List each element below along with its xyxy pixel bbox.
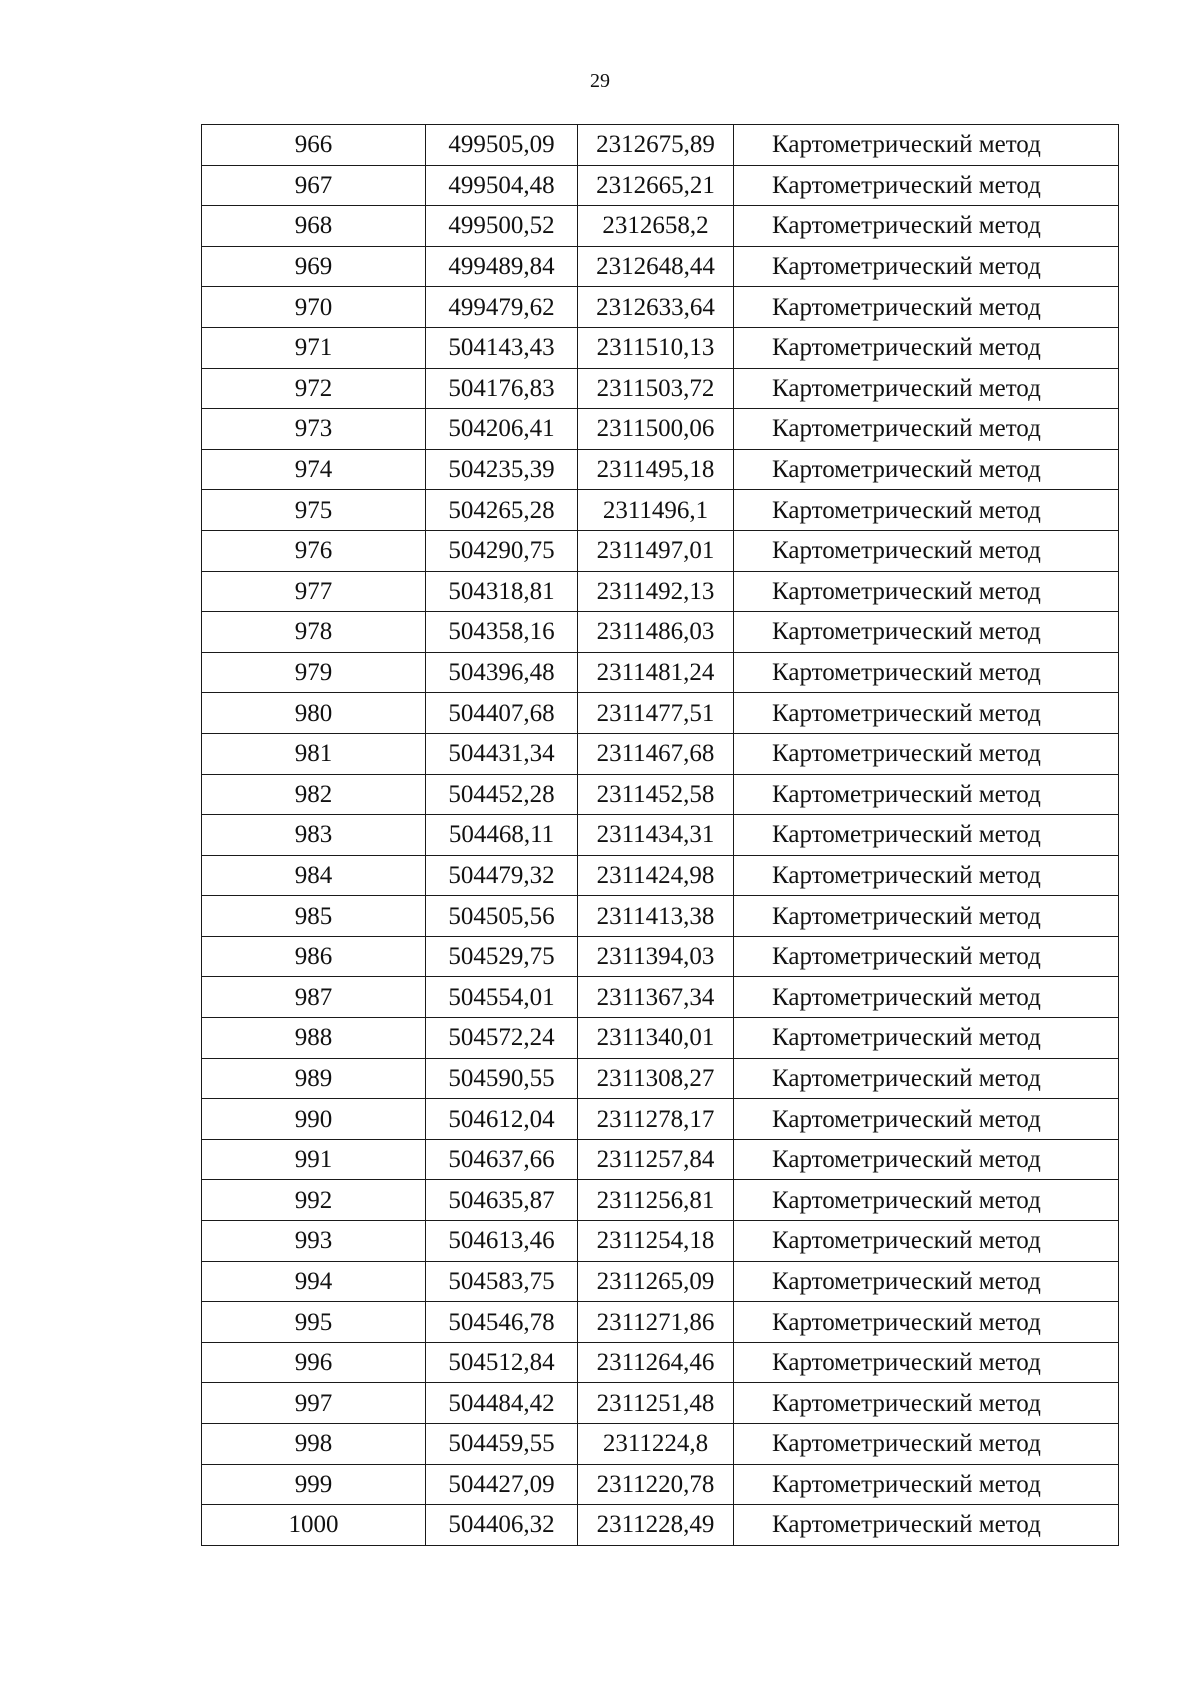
x-coordinate-cell: 504635,87 bbox=[426, 1180, 578, 1221]
point-number-cell: 973 bbox=[202, 409, 426, 450]
x-coordinate-cell: 504484,42 bbox=[426, 1383, 578, 1424]
table-row bbox=[202, 1342, 1119, 1383]
method-cell: Картометрический метод bbox=[734, 652, 1119, 693]
method-cell: Картометрический метод bbox=[734, 1424, 1119, 1465]
method-cell: Картометрический метод bbox=[734, 327, 1119, 368]
table-row bbox=[202, 125, 1119, 166]
table-row bbox=[202, 490, 1119, 531]
x-coordinate-cell: 504590,55 bbox=[426, 1058, 578, 1099]
point-number-cell: 979 bbox=[202, 652, 426, 693]
table-row bbox=[202, 287, 1119, 328]
table-row bbox=[202, 693, 1119, 734]
method-cell: Картометрический метод bbox=[734, 1261, 1119, 1302]
point-number-cell: 987 bbox=[202, 977, 426, 1018]
point-number-cell: 967 bbox=[202, 165, 426, 206]
table-row bbox=[202, 1018, 1119, 1059]
y-coordinate-cell: 2311394,03 bbox=[578, 936, 734, 977]
x-coordinate-cell: 499479,62 bbox=[426, 287, 578, 328]
x-coordinate-cell: 504431,34 bbox=[426, 733, 578, 774]
x-coordinate-cell: 499500,52 bbox=[426, 206, 578, 247]
table-row bbox=[202, 1180, 1119, 1221]
point-number-cell: 990 bbox=[202, 1099, 426, 1140]
x-coordinate-cell: 504546,78 bbox=[426, 1302, 578, 1343]
coordinates-table bbox=[201, 124, 1119, 1546]
y-coordinate-cell: 2311477,51 bbox=[578, 693, 734, 734]
point-number-cell: 986 bbox=[202, 936, 426, 977]
y-coordinate-cell: 2311500,06 bbox=[578, 409, 734, 450]
method-cell: Картометрический метод bbox=[734, 206, 1119, 247]
x-coordinate-cell: 504554,01 bbox=[426, 977, 578, 1018]
method-cell: Картометрический метод bbox=[734, 1018, 1119, 1059]
x-coordinate-cell: 504479,32 bbox=[426, 855, 578, 896]
method-cell: Картометрический метод bbox=[734, 1139, 1119, 1180]
method-cell: Картометрический метод bbox=[734, 733, 1119, 774]
method-cell: Картометрический метод bbox=[734, 530, 1119, 571]
table-row bbox=[202, 368, 1119, 409]
x-coordinate-cell: 504427,09 bbox=[426, 1464, 578, 1505]
point-number-cell: 991 bbox=[202, 1139, 426, 1180]
method-cell: Картометрический метод bbox=[734, 1342, 1119, 1383]
method-cell: Картометрический метод bbox=[734, 855, 1119, 896]
y-coordinate-cell: 2312648,44 bbox=[578, 246, 734, 287]
method-cell: Картометрический метод bbox=[734, 490, 1119, 531]
table-row bbox=[202, 1221, 1119, 1262]
coordinates-table-body bbox=[202, 125, 1119, 1546]
table-row bbox=[202, 652, 1119, 693]
y-coordinate-cell: 2311503,72 bbox=[578, 368, 734, 409]
method-cell: Картометрический метод bbox=[734, 409, 1119, 450]
method-cell: Картометрический метод bbox=[734, 1383, 1119, 1424]
y-coordinate-cell: 2311278,17 bbox=[578, 1099, 734, 1140]
table-row bbox=[202, 246, 1119, 287]
table-row bbox=[202, 1139, 1119, 1180]
x-coordinate-cell: 504459,55 bbox=[426, 1424, 578, 1465]
y-coordinate-cell: 2311495,18 bbox=[578, 449, 734, 490]
point-number-cell: 993 bbox=[202, 1221, 426, 1262]
method-cell: Картометрический метод bbox=[734, 612, 1119, 653]
method-cell: Картометрический метод bbox=[734, 1464, 1119, 1505]
x-coordinate-cell: 504505,56 bbox=[426, 896, 578, 937]
point-number-cell: 981 bbox=[202, 733, 426, 774]
y-coordinate-cell: 2311434,31 bbox=[578, 815, 734, 856]
x-coordinate-cell: 499504,48 bbox=[426, 165, 578, 206]
point-number-cell: 968 bbox=[202, 206, 426, 247]
point-number-cell: 976 bbox=[202, 530, 426, 571]
x-coordinate-cell: 504512,84 bbox=[426, 1342, 578, 1383]
y-coordinate-cell: 2312665,21 bbox=[578, 165, 734, 206]
y-coordinate-cell: 2311256,81 bbox=[578, 1180, 734, 1221]
point-number-cell: 983 bbox=[202, 815, 426, 856]
x-coordinate-cell: 504572,24 bbox=[426, 1018, 578, 1059]
method-cell: Картометрический метод bbox=[734, 1221, 1119, 1262]
method-cell: Картометрический метод bbox=[734, 368, 1119, 409]
y-coordinate-cell: 2311254,18 bbox=[578, 1221, 734, 1262]
method-cell: Картометрический метод bbox=[734, 977, 1119, 1018]
point-number-cell: 980 bbox=[202, 693, 426, 734]
y-coordinate-cell: 2311224,8 bbox=[578, 1424, 734, 1465]
x-coordinate-cell: 504176,83 bbox=[426, 368, 578, 409]
point-number-cell: 972 bbox=[202, 368, 426, 409]
point-number-cell: 970 bbox=[202, 287, 426, 328]
x-coordinate-cell: 504452,28 bbox=[426, 774, 578, 815]
method-cell: Картометрический метод bbox=[734, 815, 1119, 856]
table-row bbox=[202, 733, 1119, 774]
table-row bbox=[202, 449, 1119, 490]
table-row bbox=[202, 815, 1119, 856]
table-row bbox=[202, 571, 1119, 612]
table-row bbox=[202, 855, 1119, 896]
x-coordinate-cell: 504318,81 bbox=[426, 571, 578, 612]
point-number-cell: 992 bbox=[202, 1180, 426, 1221]
y-coordinate-cell: 2311251,48 bbox=[578, 1383, 734, 1424]
method-cell: Картометрический метод bbox=[734, 1180, 1119, 1221]
point-number-cell: 988 bbox=[202, 1018, 426, 1059]
y-coordinate-cell: 2311265,09 bbox=[578, 1261, 734, 1302]
y-coordinate-cell: 2311264,46 bbox=[578, 1342, 734, 1383]
x-coordinate-cell: 504290,75 bbox=[426, 530, 578, 571]
table-row bbox=[202, 896, 1119, 937]
x-coordinate-cell: 504613,46 bbox=[426, 1221, 578, 1262]
table-row bbox=[202, 165, 1119, 206]
method-cell: Картометрический метод bbox=[734, 1302, 1119, 1343]
table-row bbox=[202, 1464, 1119, 1505]
y-coordinate-cell: 2311452,58 bbox=[578, 774, 734, 815]
y-coordinate-cell: 2311424,98 bbox=[578, 855, 734, 896]
x-coordinate-cell: 504265,28 bbox=[426, 490, 578, 531]
y-coordinate-cell: 2311340,01 bbox=[578, 1018, 734, 1059]
method-cell: Картометрический метод bbox=[734, 125, 1119, 166]
table-row bbox=[202, 612, 1119, 653]
table-row bbox=[202, 1261, 1119, 1302]
table-row bbox=[202, 206, 1119, 247]
table-row bbox=[202, 327, 1119, 368]
point-number-cell: 982 bbox=[202, 774, 426, 815]
y-coordinate-cell: 2311486,03 bbox=[578, 612, 734, 653]
method-cell: Картометрический метод bbox=[734, 774, 1119, 815]
table-row bbox=[202, 774, 1119, 815]
y-coordinate-cell: 2311257,84 bbox=[578, 1139, 734, 1180]
y-coordinate-cell: 2312675,89 bbox=[578, 125, 734, 166]
point-number-cell: 999 bbox=[202, 1464, 426, 1505]
point-number-cell: 969 bbox=[202, 246, 426, 287]
point-number-cell: 995 bbox=[202, 1302, 426, 1343]
x-coordinate-cell: 499505,09 bbox=[426, 125, 578, 166]
method-cell: Картометрический метод bbox=[734, 246, 1119, 287]
x-coordinate-cell: 504529,75 bbox=[426, 936, 578, 977]
y-coordinate-cell: 2311467,68 bbox=[578, 733, 734, 774]
point-number-cell: 978 bbox=[202, 612, 426, 653]
y-coordinate-cell: 2311481,24 bbox=[578, 652, 734, 693]
point-number-cell: 977 bbox=[202, 571, 426, 612]
point-number-cell: 989 bbox=[202, 1058, 426, 1099]
table-row bbox=[202, 530, 1119, 571]
x-coordinate-cell: 504612,04 bbox=[426, 1099, 578, 1140]
x-coordinate-cell: 504583,75 bbox=[426, 1261, 578, 1302]
y-coordinate-cell: 2311510,13 bbox=[578, 327, 734, 368]
table-row bbox=[202, 1505, 1119, 1546]
x-coordinate-cell: 504235,39 bbox=[426, 449, 578, 490]
method-cell: Картометрический метод bbox=[734, 1099, 1119, 1140]
y-coordinate-cell: 2311413,38 bbox=[578, 896, 734, 937]
table-row bbox=[202, 409, 1119, 450]
table-row bbox=[202, 1383, 1119, 1424]
method-cell: Картометрический метод bbox=[734, 449, 1119, 490]
y-coordinate-cell: 2311228,49 bbox=[578, 1505, 734, 1546]
table-row bbox=[202, 977, 1119, 1018]
table-row bbox=[202, 936, 1119, 977]
point-number-cell: 971 bbox=[202, 327, 426, 368]
x-coordinate-cell: 504206,41 bbox=[426, 409, 578, 450]
point-number-cell: 966 bbox=[202, 125, 426, 166]
table-row bbox=[202, 1302, 1119, 1343]
method-cell: Картометрический метод bbox=[734, 1058, 1119, 1099]
x-coordinate-cell: 504406,32 bbox=[426, 1505, 578, 1546]
point-number-cell: 975 bbox=[202, 490, 426, 531]
y-coordinate-cell: 2311492,13 bbox=[578, 571, 734, 612]
point-number-cell: 984 bbox=[202, 855, 426, 896]
point-number-cell: 974 bbox=[202, 449, 426, 490]
table-row bbox=[202, 1058, 1119, 1099]
point-number-cell: 996 bbox=[202, 1342, 426, 1383]
x-coordinate-cell: 504637,66 bbox=[426, 1139, 578, 1180]
x-coordinate-cell: 504396,48 bbox=[426, 652, 578, 693]
method-cell: Картометрический метод bbox=[734, 936, 1119, 977]
point-number-cell: 997 bbox=[202, 1383, 426, 1424]
y-coordinate-cell: 2311308,27 bbox=[578, 1058, 734, 1099]
point-number-cell: 1000 bbox=[202, 1505, 426, 1546]
point-number-cell: 994 bbox=[202, 1261, 426, 1302]
x-coordinate-cell: 504358,16 bbox=[426, 612, 578, 653]
method-cell: Картометрический метод bbox=[734, 165, 1119, 206]
table-row bbox=[202, 1424, 1119, 1465]
point-number-cell: 985 bbox=[202, 896, 426, 937]
y-coordinate-cell: 2311497,01 bbox=[578, 530, 734, 571]
x-coordinate-cell: 499489,84 bbox=[426, 246, 578, 287]
method-cell: Картометрический метод bbox=[734, 287, 1119, 328]
y-coordinate-cell: 2311271,86 bbox=[578, 1302, 734, 1343]
y-coordinate-cell: 2311496,1 bbox=[578, 490, 734, 531]
method-cell: Картометрический метод bbox=[734, 693, 1119, 734]
table-row bbox=[202, 1099, 1119, 1140]
y-coordinate-cell: 2311367,34 bbox=[578, 977, 734, 1018]
method-cell: Картометрический метод bbox=[734, 896, 1119, 937]
x-coordinate-cell: 504407,68 bbox=[426, 693, 578, 734]
y-coordinate-cell: 2312633,64 bbox=[578, 287, 734, 328]
point-number-cell: 998 bbox=[202, 1424, 426, 1465]
page-number: 29 bbox=[590, 70, 610, 92]
y-coordinate-cell: 2311220,78 bbox=[578, 1464, 734, 1505]
x-coordinate-cell: 504468,11 bbox=[426, 815, 578, 856]
method-cell: Картометрический метод bbox=[734, 1505, 1119, 1546]
method-cell: Картометрический метод bbox=[734, 571, 1119, 612]
x-coordinate-cell: 504143,43 bbox=[426, 327, 578, 368]
y-coordinate-cell: 2312658,2 bbox=[578, 206, 734, 247]
